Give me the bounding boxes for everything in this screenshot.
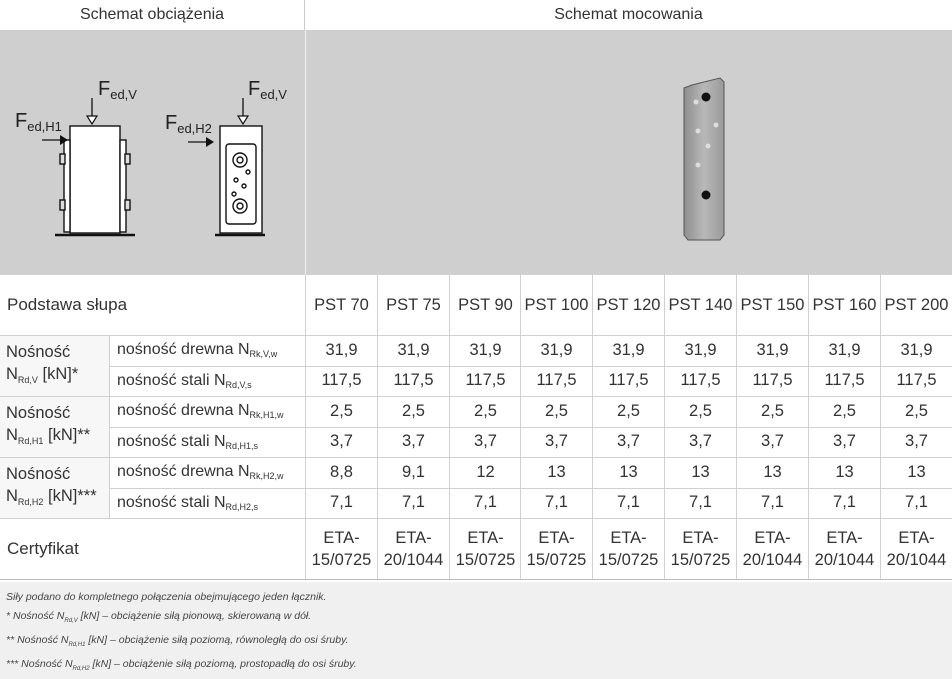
cert-line-1: ETA- [395,528,432,547]
row-label-sub: Rd,H1,s [225,440,259,451]
cert-line-1: ETA- [467,528,504,547]
column-header: PST 150 [740,295,805,314]
row-label [110,488,306,519]
cert-cell [450,518,521,579]
column-divider [520,275,521,579]
value-cell: 9,1 [402,462,425,481]
footnote-1: Siły podano do kompletnego połączenia obejmującego jeden łącznik. [6,591,327,603]
value-cell: 31,9 [469,340,502,359]
group-label [6,463,97,509]
value-cell: 2,5 [761,401,784,420]
column-header: PST 200 [884,295,949,314]
value-cell: 2,5 [833,401,856,420]
value-cell: 117,5 [896,371,937,390]
value-cell: 3,7 [545,432,568,451]
column-divider [449,275,450,579]
value-cell: 31,9 [325,340,358,359]
value-cell: 31,9 [756,340,789,359]
value-cell: 31,9 [397,340,430,359]
group-label-symbol [6,424,90,448]
value-cell: 13 [691,462,710,481]
group-label [6,341,78,387]
fixing-scheme-header [305,0,952,30]
cert-line-1: ETA- [682,528,719,547]
cert-line-1: ETA- [826,528,863,547]
row-label [110,335,306,366]
group-label-n: N [6,487,18,505]
load-scheme-diagram [0,30,305,275]
cert-cell [378,518,449,579]
cert-line-2: 15/0725 [526,550,587,569]
column-header: PST 75 [386,295,441,314]
value-cell: 3,7 [330,432,353,451]
force-v-sub-2: ed,V [260,87,287,102]
cert-line-2: 20/1044 [742,550,803,569]
row-label-text: nośność drewna N [117,463,250,481]
value-cell: 2,5 [474,401,497,420]
cert-line-2: 15/0725 [455,550,516,569]
cert-line-1: ETA- [610,528,647,547]
cert-line-2: 20/1044 [886,550,947,569]
cert-cell [593,518,664,579]
row-label [110,396,306,427]
value-cell: 117,5 [321,371,362,390]
value-cell: 7,1 [545,493,568,512]
column-divider [808,275,809,579]
value-cell: 2,5 [905,401,928,420]
value-cell: 31,9 [612,340,645,359]
cert-line-2: 15/0725 [670,550,731,569]
column-header: PST 90 [458,295,513,314]
cert-line-1: ETA- [538,528,575,547]
column-header: PST 100 [524,295,589,314]
value-cell: 117,5 [608,371,649,390]
row-label-text: nośność drewna N [117,341,250,359]
value-cell: 2,5 [617,401,640,420]
value-cell: 13 [763,462,782,481]
force-v-label-1 [98,78,137,101]
group-label-unit: [kN]** [43,426,91,444]
group-label-main: Nośność [6,465,71,483]
cert-cell [881,518,952,579]
cert-cell [521,518,592,579]
group-label [6,402,90,448]
plate-hole-bottom [702,191,711,200]
value-cell: 3,7 [617,432,640,451]
row-label [110,366,306,397]
footnote-4-post: [kN] – obciążenie siłą poziomą, prostopadłą do osi śruby. [89,658,357,671]
row-label-text: nośność drewna N [117,402,250,420]
value-cell: 7,1 [905,493,928,512]
row-label-text: nośność stali N [117,432,226,450]
value-cell: 117,5 [536,371,577,390]
footnote-2-sub: Rd,V [64,618,78,625]
cert-cell [665,518,736,579]
value-cell: 3,7 [761,432,784,451]
group-label-main: Nośność [6,343,71,361]
value-cell: 7,1 [761,493,784,512]
row-label-text: nośność stali N [117,371,226,389]
cert-cell [737,518,808,579]
value-cell: 7,1 [330,493,353,512]
group-label-unit: [kN]* [37,365,79,383]
column-header: PST 70 [314,295,369,314]
value-cell: 2,5 [545,401,568,420]
row-label [110,457,306,488]
cert-line-2: 15/0725 [311,550,372,569]
footnote-2-pre: * Nośność N [6,610,65,622]
fixing-scheme-panel [306,30,952,275]
group-label-symbol [6,363,78,387]
plate-hole-top [702,93,711,102]
cert-line-1: ETA- [898,528,935,547]
value-cell: 31,9 [684,340,717,359]
column-divider [305,275,306,579]
table-bottom [0,579,952,580]
value-cell: 117,5 [680,371,721,390]
cert-cell [306,518,377,579]
row-label-sub: Rd,H2,s [225,501,259,512]
cert-label: Certyfikat [7,538,79,558]
group-label-sub: Rd,H2 [17,497,44,507]
cert-cell [809,518,880,579]
force-h2-label [165,112,212,135]
row-label [110,427,306,458]
force-v-sub-1: ed,V [110,87,137,102]
value-cell: 7,1 [474,493,497,512]
force-h2-sub: ed,H2 [177,121,212,136]
row-label-sub: Rk,H1,w [249,410,284,421]
base-label: Podstawa słupa [7,295,128,314]
value-cell: 7,1 [617,493,640,512]
value-cell: 31,9 [828,340,861,359]
column-divider [664,275,665,579]
force-v-symbol-1: F [98,78,111,100]
load-scheme-title: Schemat obciążenia [79,6,225,23]
load-scheme-header [0,0,305,30]
column-divider [592,275,593,579]
cert-line-2: 20/1044 [814,550,875,569]
column-header: PST 120 [596,295,661,314]
column-divider [736,275,737,579]
force-h1-label [15,110,62,133]
group-divider [0,335,952,336]
fixing-plate [684,78,724,240]
row-label-sub: Rk,H2,w [249,471,284,482]
value-cell: 13 [547,462,566,481]
group-label-n: N [6,426,18,444]
row-label-sub: Rd,V,s [225,379,252,390]
footnote-4 [6,655,946,679]
group-label-sub: Rd,H1 [17,436,44,446]
column-divider [377,275,378,579]
value-cell: 13 [619,462,638,481]
value-cell: 12 [476,462,495,481]
column-divider [880,275,881,579]
value-cell: 7,1 [833,493,856,512]
cert-line-2: 15/0725 [598,550,659,569]
row-label-sub: Rk,V,w [249,349,278,360]
load-scheme-panel [0,30,305,275]
label-divider [109,335,110,518]
value-cell: 117,5 [752,371,793,390]
cert-line-1: ETA- [323,528,360,547]
group-divider [0,396,952,397]
force-h1-sub: ed,H1 [27,119,62,134]
force-h1-symbol: F [15,110,28,132]
footnote-3-pre: ** Nośność N [6,634,69,647]
value-cell: 7,1 [402,493,425,512]
group-label-unit: [kN]*** [43,487,97,505]
column-header: PST 160 [812,295,877,314]
value-cell: 31,9 [900,340,933,359]
value-cell: 31,9 [540,340,573,359]
value-cell: 13 [835,462,854,481]
value-cell: 3,7 [905,432,928,451]
footnote-3-post: [kN] – obciążenie siłą poziomą, równoległą do osi śruby. [85,634,349,647]
force-h2-symbol: F [165,112,178,134]
cert-line-1: ETA- [754,528,791,547]
value-cell: 7,1 [689,493,712,512]
group-label-n: N [6,365,18,383]
post-block [70,126,120,233]
group-divider [0,457,952,458]
value-cell: 3,7 [402,432,425,451]
value-cell: 3,7 [833,432,856,451]
footnote-4-pre: *** Nośność N [6,658,73,671]
fixing-scheme-title: Schemat mocowania [554,6,703,23]
value-cell: 3,7 [474,432,497,451]
value-cell: 117,5 [465,371,506,390]
value-cell: 2,5 [689,401,712,420]
row-label-text: nośność stali N [117,493,226,511]
group-label-sub: Rd,V [17,375,38,385]
force-v-label-2 [248,78,287,101]
value-cell: 2,5 [402,401,425,420]
footnote-4-sub: Rd,H2 [72,666,90,673]
fixing-plate-diagram [306,30,952,275]
footnote-2 [6,607,946,631]
footnote-2-post: [kN] – obciążenie siłą pionową, skierowaną w dół. [77,610,312,622]
column-header: PST 140 [668,295,733,314]
value-cell: 2,5 [330,401,353,420]
value-cell: 13 [907,462,926,481]
group-label-main: Nośność [6,404,71,422]
force-v-symbol-2: F [248,78,261,100]
footnote-3 [6,631,946,655]
value-cell: 3,7 [689,432,712,451]
value-cell: 117,5 [393,371,434,390]
value-cell: 117,5 [824,371,865,390]
group-label-symbol [6,485,97,509]
footnote-3-sub: Rd,H1 [68,642,86,649]
footnotes [6,588,946,679]
cert-line-2: 20/1044 [383,550,444,569]
value-cell: 8,8 [330,462,353,481]
